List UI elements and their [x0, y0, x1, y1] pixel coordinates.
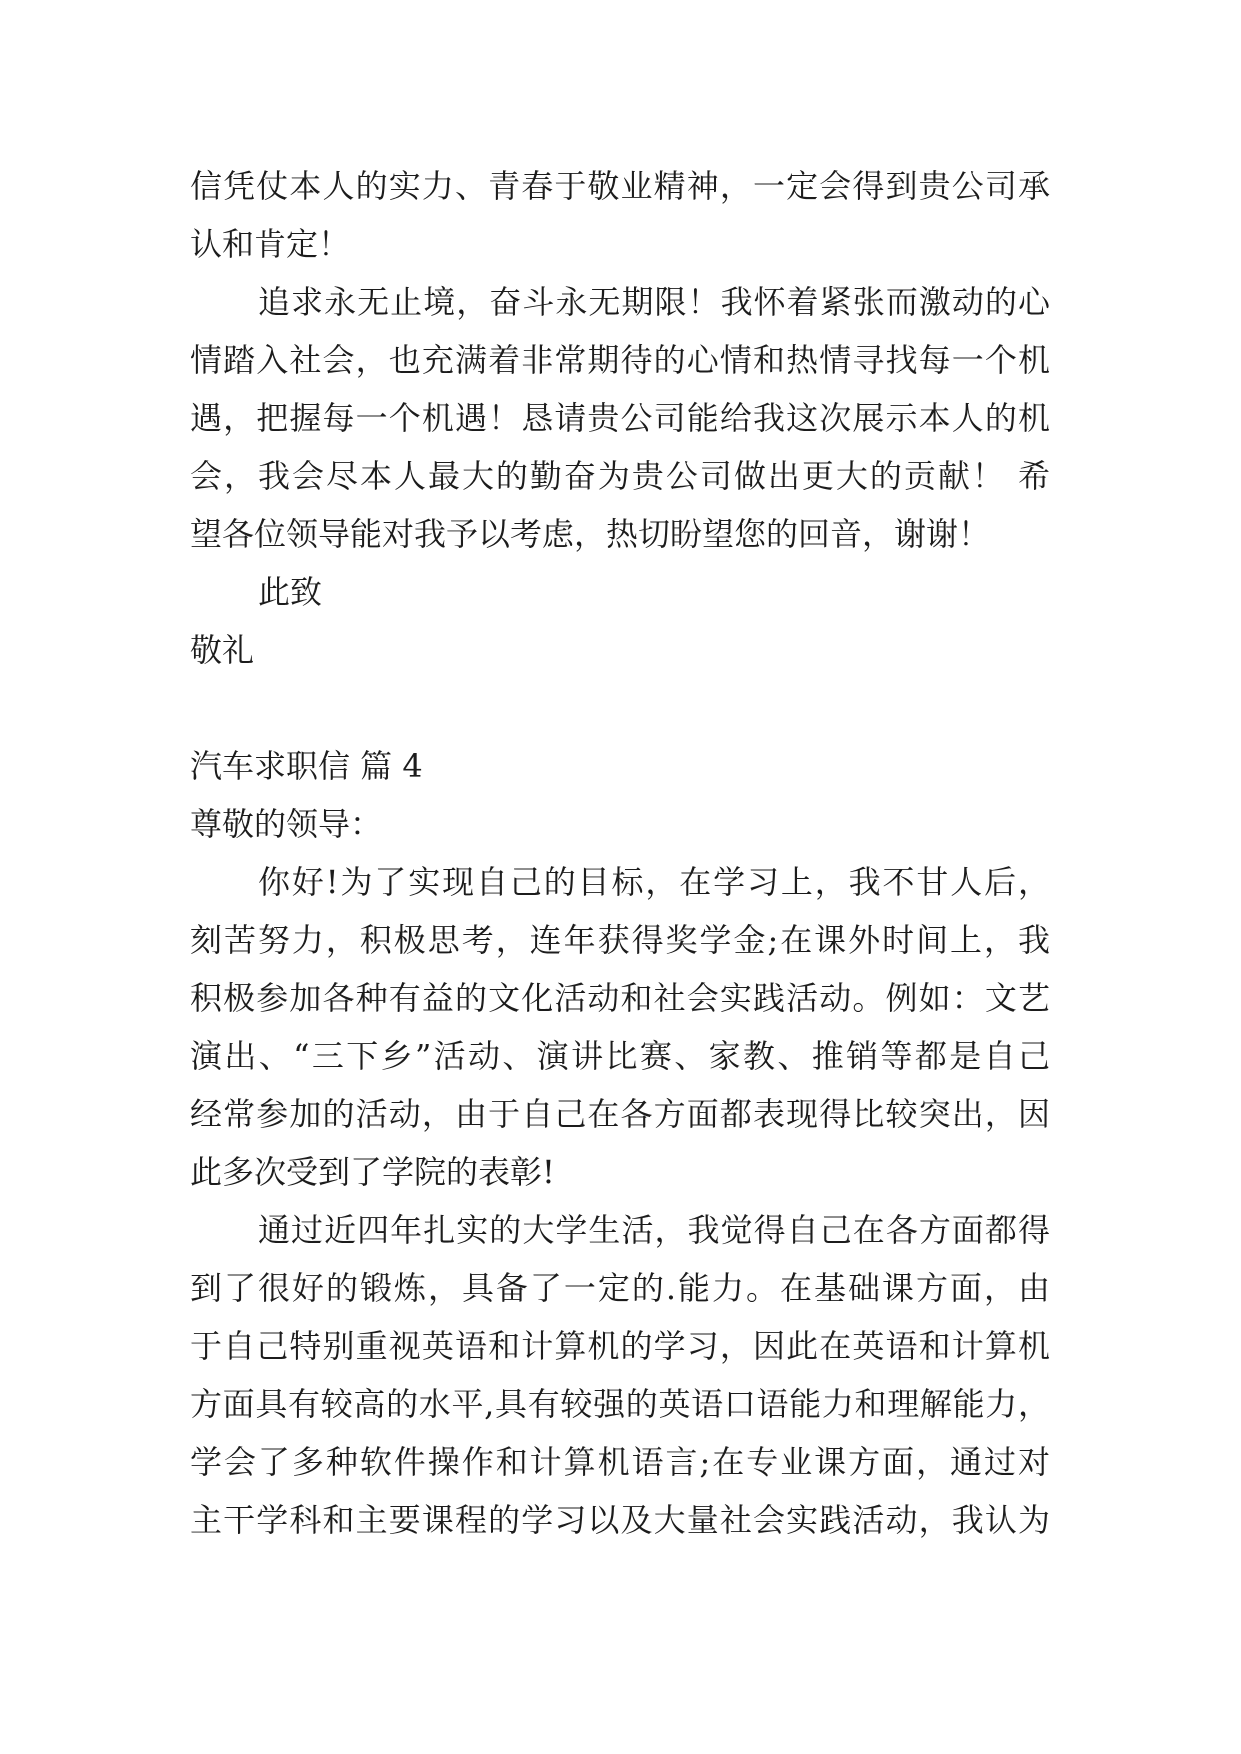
text-line: 通过近四年扎实的大学生活，我觉得自己在各方面都得 — [258, 1211, 1050, 1249]
text-line: 信凭仗本人的实力、青春于敬业精神，一定会得到贵公司承 — [190, 167, 1050, 205]
text-line: 追求永无止境，奋斗永无期限！我怀着紧张而激动的心 — [258, 283, 1050, 321]
text-line: 经常参加的活动，由于自己在各方面都表现得比较突出，因 — [190, 1095, 1050, 1133]
greeting: 尊敬的领导： — [190, 805, 383, 843]
text-line: 于自己特别重视英语和计算机的学习，因此在英语和计算机 — [190, 1327, 1050, 1365]
text-line: 学会了多种软件操作和计算机语言;在专业课方面，通过对 — [190, 1443, 1050, 1481]
text-line: 演出、“三下乡”活动、演讲比赛、家教、推销等都是自己 — [190, 1037, 1050, 1075]
text-line: 认和肯定！ — [190, 225, 351, 263]
text-line: 方面具有较高的水平,具有较强的英语口语能力和理解能力， — [190, 1385, 1050, 1423]
text-line: 会，我会尽本人最大的勤奋为贵公司做出更大的贡献！ 希 — [190, 457, 1050, 495]
text-line: 你好!为了实现自己的目标，在学习上，我不甘人后， — [258, 863, 1050, 901]
text-line: 望各位领导能对我予以考虑，热切盼望您的回音，谢谢！ — [190, 515, 991, 553]
text-line: 到了很好的锻炼，具备了一定的.能力。在基础课方面，由 — [190, 1269, 1050, 1307]
text-line: 遇，把握每一个机遇！恳请贵公司能给我这次展示本人的机 — [190, 399, 1050, 437]
text-line: 主干学科和主要课程的学习以及大量社会实践活动，我认为 — [190, 1501, 1050, 1539]
text-line: 情踏入社会，也充满着非常期待的心情和热情寻找每一个机 — [190, 341, 1050, 379]
text-line: 此多次受到了学院的表彰! — [190, 1153, 555, 1191]
closing-regards: 敬礼 — [190, 631, 255, 669]
section-title: 汽车求职信 篇 4 — [190, 747, 423, 785]
text-line: 刻苦努力，积极思考，连年获得奖学金;在课外时间上，我 — [190, 921, 1050, 959]
text-line: 积极参加各种有益的文化活动和社会实践活动。例如：文艺 — [190, 979, 1050, 1017]
closing-salutation: 此致 — [258, 573, 323, 611]
